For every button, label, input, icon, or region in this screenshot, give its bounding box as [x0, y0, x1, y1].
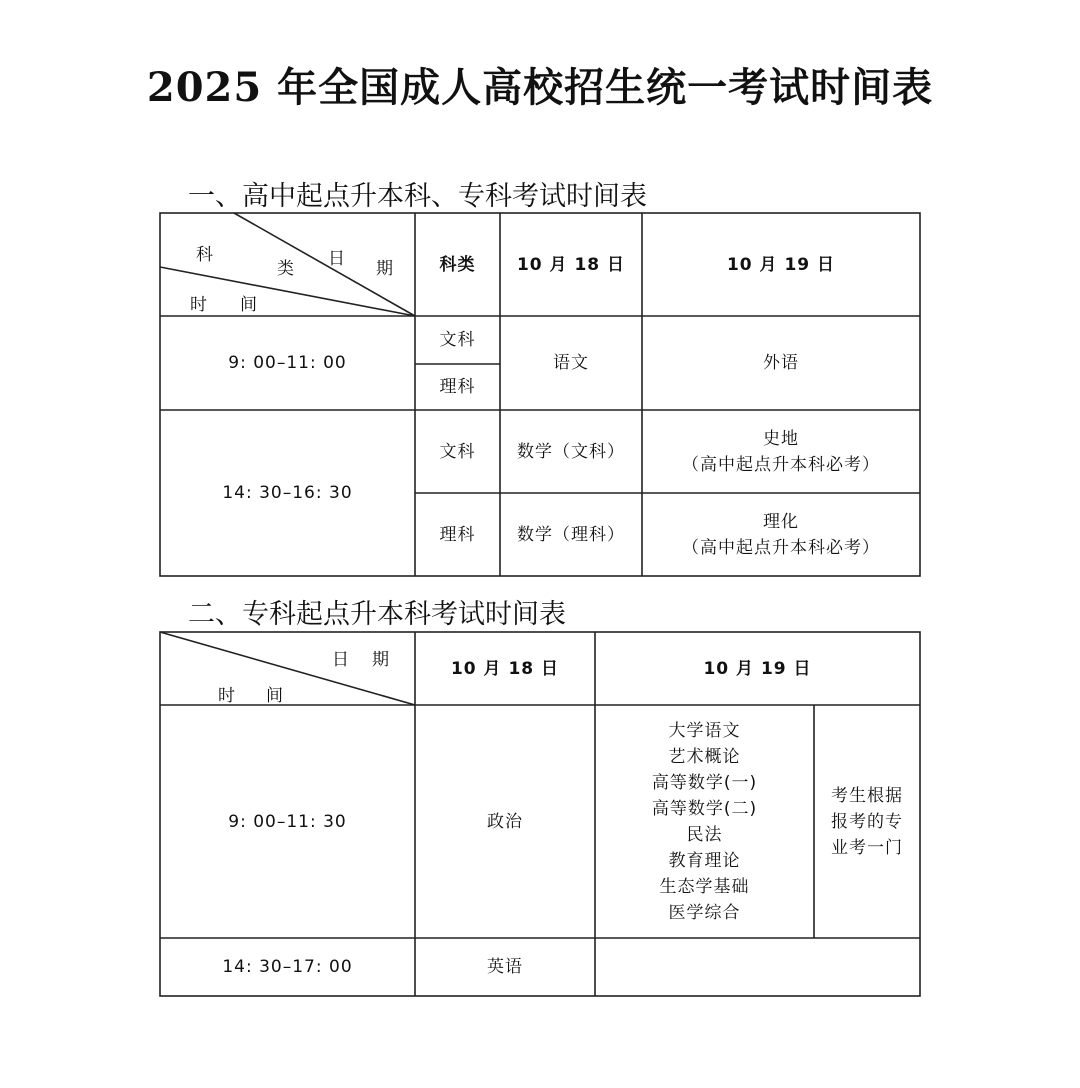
- morning-category-wenke: 文科: [439, 330, 476, 350]
- page-title: 2025 年全国成人高校招生统一考试时间表: [146, 64, 934, 111]
- note-line: 业考一门: [831, 837, 903, 858]
- subject-item: 高等数学(二): [651, 798, 758, 819]
- section1-title: 一、高中起点升本科、专科考试时间表: [188, 181, 647, 212]
- subject-item: 高等数学(一): [651, 772, 758, 793]
- afternoon-day2-like: [642, 493, 920, 576]
- t2-morning-time: 9: 00–11: 30: [228, 811, 347, 832]
- subject-item: 民法: [686, 824, 723, 845]
- morning-time: 9: 00–11: 00: [228, 353, 347, 373]
- corner-label-qi: 期: [376, 259, 393, 279]
- subject-item: 教育理论: [668, 850, 741, 871]
- subject-item: 大学语文: [668, 720, 741, 741]
- corner-label-ke: 科: [196, 245, 213, 265]
- section2-title: 二、专科起点升本科考试时间表: [188, 599, 566, 630]
- header-day1: 10 月 18 日: [516, 254, 626, 275]
- t2-morning-day2-note: [814, 705, 920, 938]
- subject-item: 医学综合: [668, 902, 741, 923]
- t2-corner-label-qi: 期: [372, 650, 389, 670]
- corner-label-shi: 时: [190, 295, 207, 315]
- afternoon-day1-wenke: 数学（文科）: [517, 441, 625, 462]
- subject-item: 艺术概论: [668, 746, 741, 767]
- t2-header-day2: 10 月 19 日: [703, 658, 812, 679]
- subject-note: （高中起点升本科必考）: [682, 537, 880, 558]
- corner-label-lei: 类: [277, 259, 294, 279]
- note-line: 报考的专: [831, 811, 903, 832]
- note-line: 考生根据: [831, 785, 903, 806]
- t2-header-day1: 10 月 18 日: [450, 658, 560, 679]
- subject-line: 理化: [763, 511, 799, 532]
- t2-morning-day1-subject: 政治: [487, 811, 523, 832]
- subject-item: 生态学基础: [659, 876, 750, 897]
- subject-line: 史地: [763, 428, 799, 449]
- t2-corner-label-jian: 间: [266, 686, 283, 706]
- t2-corner-label-shi: 时: [218, 686, 235, 706]
- t2-afternoon-day1-subject: 英语: [487, 957, 523, 977]
- t2-afternoon-day2-subject: [595, 938, 920, 996]
- morning-day2-subject: 外语: [763, 353, 799, 373]
- corner-label-jian: 间: [240, 295, 257, 315]
- morning-day1-subject: 语文: [553, 353, 589, 373]
- t2-morning-day2-subject-list: [595, 705, 814, 938]
- header-day2: 10 月 19 日: [726, 254, 836, 275]
- afternoon-category-wenke: 文科: [439, 441, 476, 462]
- subject-note: （高中起点升本科必考）: [682, 454, 880, 475]
- afternoon-day1-like: 数学（理科）: [517, 524, 625, 545]
- header-category: 科类: [439, 254, 476, 275]
- corner-label-ri: 日: [328, 249, 345, 269]
- afternoon-category-like: 理科: [439, 524, 476, 545]
- morning-category-like: 理科: [439, 377, 476, 397]
- afternoon-day2-wenke: [642, 410, 920, 493]
- afternoon-time: 14: 30–16: 30: [222, 483, 353, 503]
- t2-afternoon-time: 14: 30–17: 00: [222, 957, 353, 977]
- t2-corner-label-ri: 日: [332, 650, 349, 670]
